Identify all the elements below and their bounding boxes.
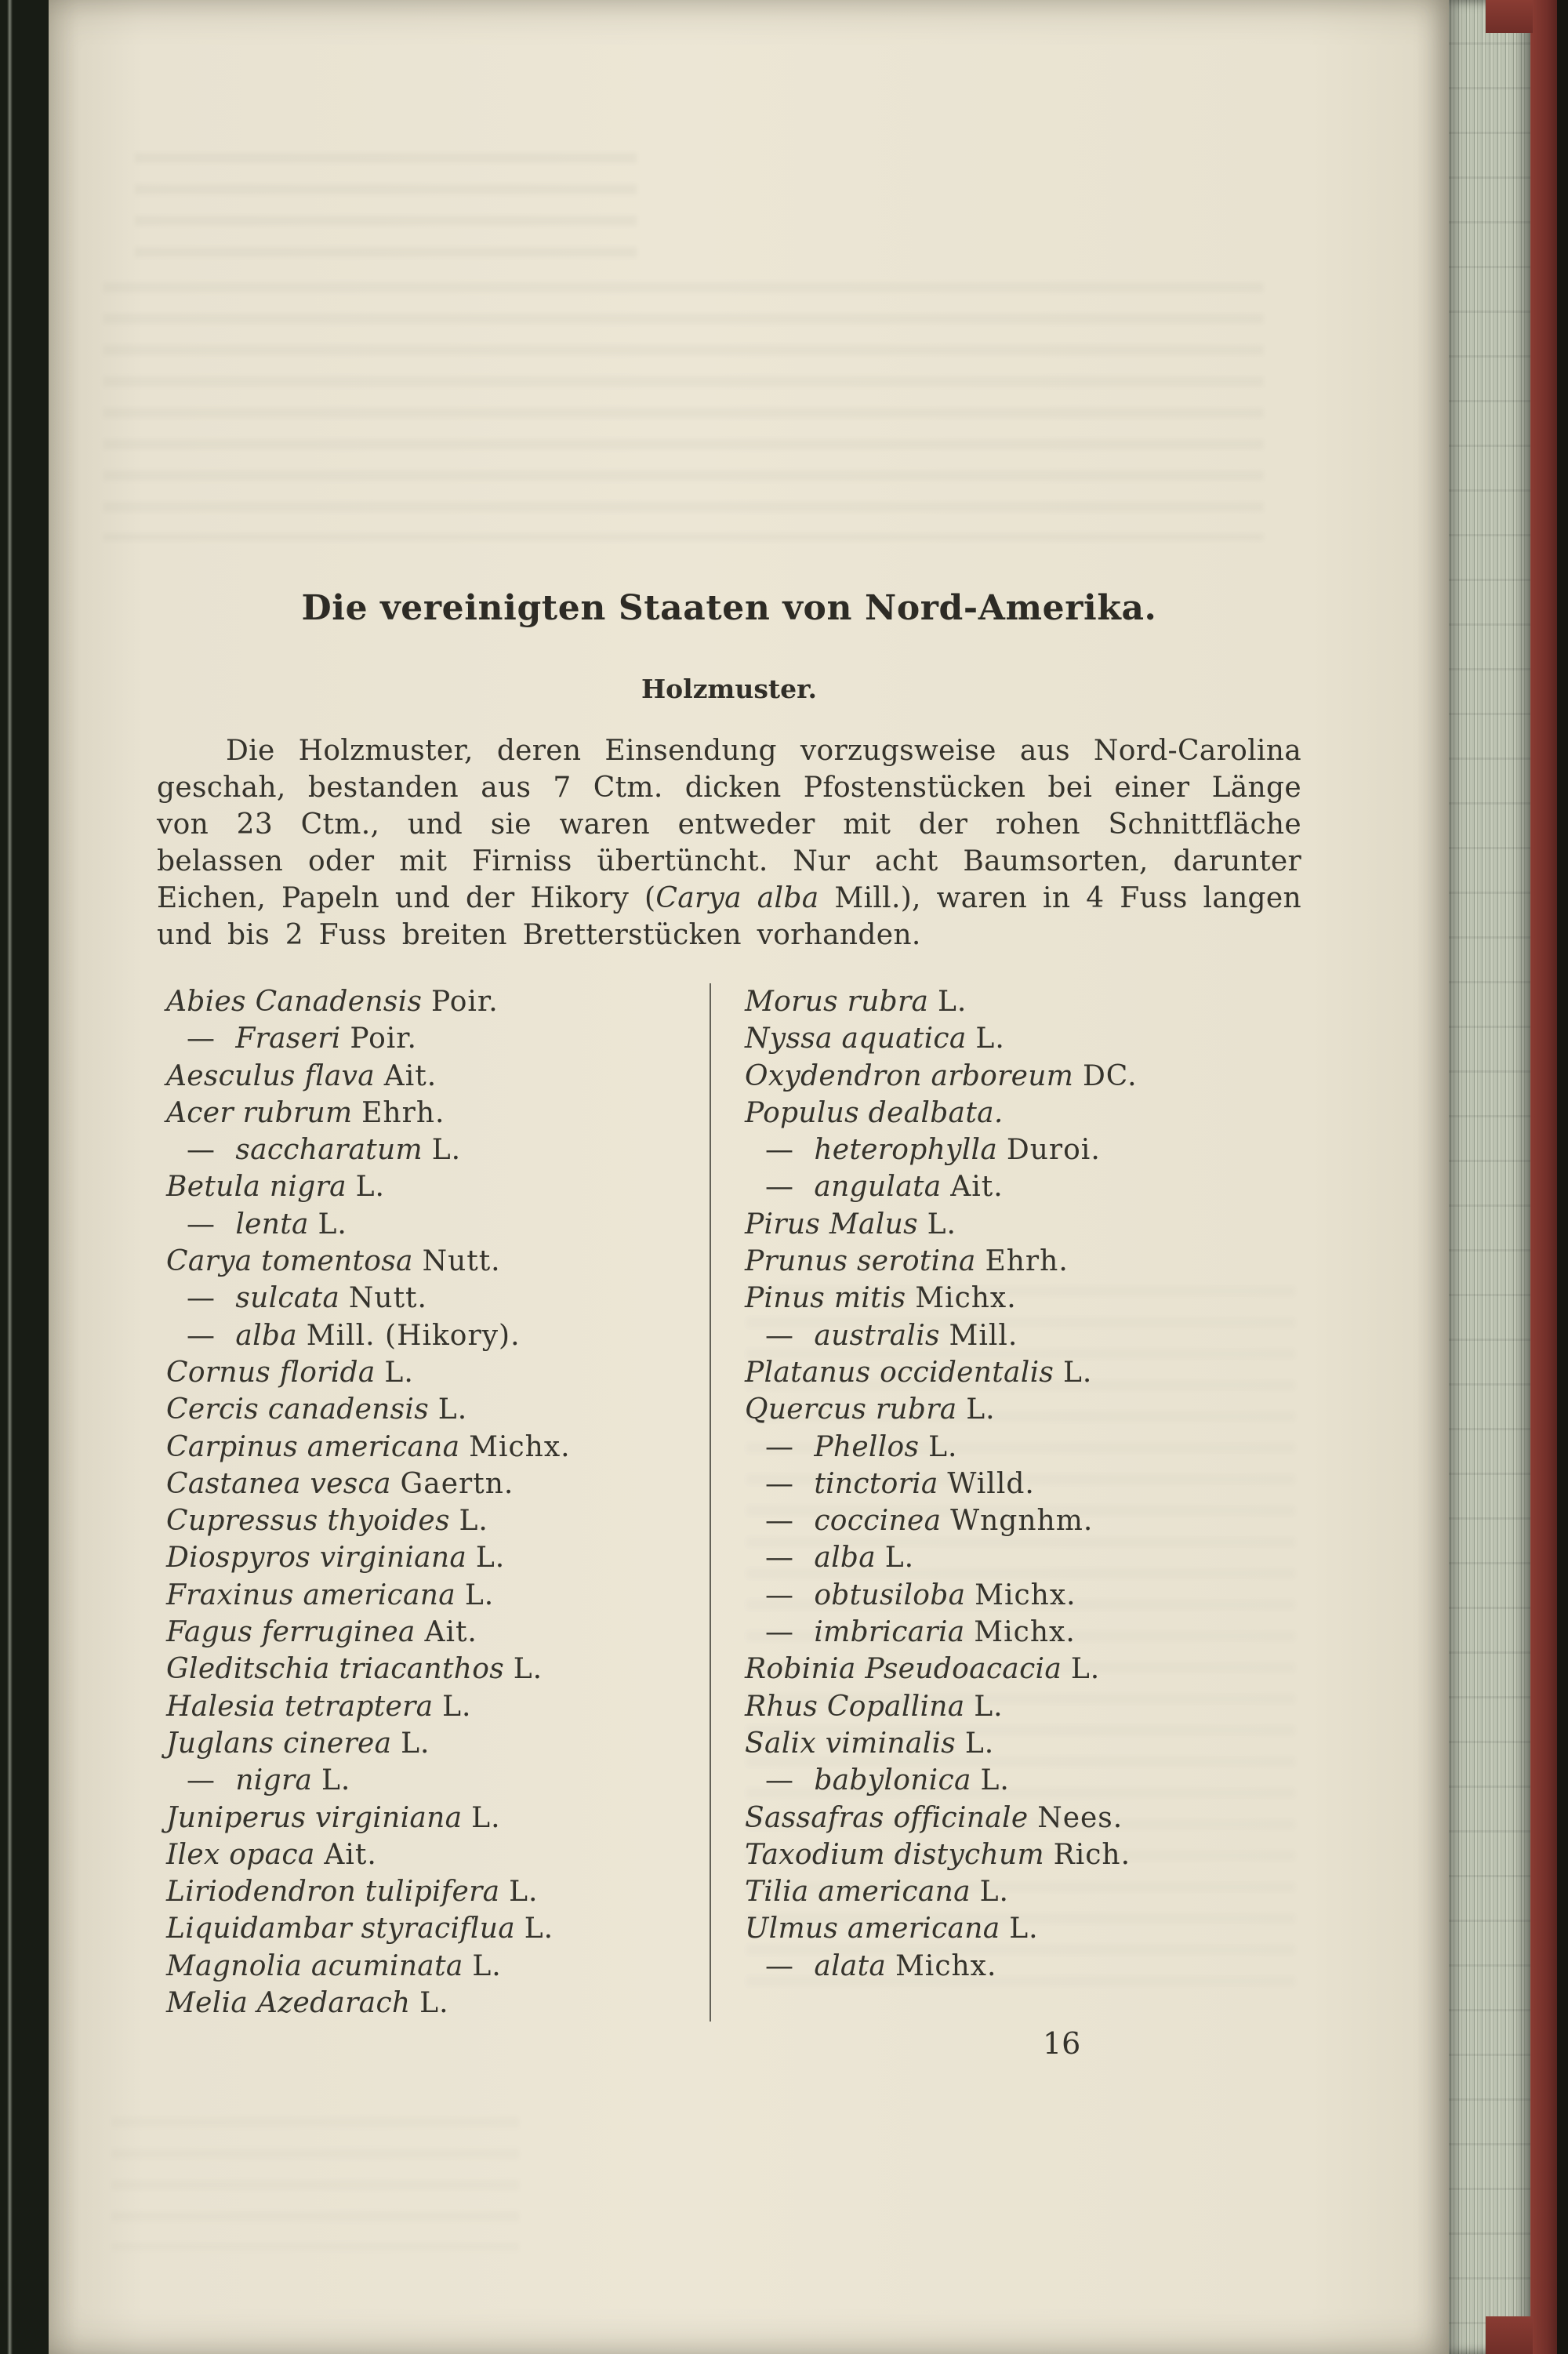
species-item bbox=[745, 1800, 1301, 1836]
species-item bbox=[166, 1910, 710, 1947]
species-name: Castanea vesca bbox=[166, 1467, 391, 1500]
page-content bbox=[157, 0, 1301, 2061]
species-item bbox=[166, 1688, 710, 1725]
species-item bbox=[745, 1206, 1301, 1243]
repeat-genus-dash: — bbox=[187, 1023, 216, 1055]
species-name: Fraseri bbox=[235, 1023, 341, 1055]
species-item bbox=[166, 1651, 710, 1687]
species-author: L. bbox=[1070, 1653, 1101, 1686]
species-item bbox=[166, 1168, 710, 1205]
species-item bbox=[166, 1391, 710, 1428]
species-author: L. bbox=[964, 1727, 995, 1760]
species-item bbox=[745, 1502, 1301, 1539]
species-name: Abies Canadensis bbox=[166, 986, 423, 1018]
species-item bbox=[745, 1762, 1301, 1799]
section-heading: Holzmuster. bbox=[641, 674, 818, 704]
species-author: L. bbox=[884, 1542, 915, 1575]
species-author: Ait. bbox=[383, 1059, 437, 1092]
species-item bbox=[166, 1317, 710, 1354]
species-author: Ait. bbox=[950, 1171, 1004, 1204]
species-author: L. bbox=[355, 1171, 385, 1204]
species-item bbox=[166, 1132, 710, 1168]
species-item bbox=[745, 1539, 1301, 1576]
species-author: L. bbox=[431, 1134, 462, 1167]
repeat-genus-dash: — bbox=[765, 1764, 794, 1797]
species-item bbox=[745, 1688, 1301, 1725]
species-name: Taxodium distychum bbox=[745, 1838, 1044, 1871]
species-item bbox=[745, 1651, 1301, 1687]
species-author: Nees. bbox=[1037, 1801, 1123, 1834]
intro-paragraph bbox=[157, 732, 1301, 954]
species-author: L. bbox=[966, 1393, 996, 1426]
species-author: L. bbox=[524, 1913, 554, 1945]
species-author: Mill. (Hikory). bbox=[306, 1319, 521, 1352]
species-name: Sassafras officinale bbox=[745, 1801, 1029, 1834]
species-name: Platanus occidentalis bbox=[745, 1356, 1054, 1389]
species-item bbox=[166, 1800, 710, 1836]
species-author: L. bbox=[979, 1876, 1009, 1909]
book-cover-corner-bottom bbox=[1486, 2316, 1533, 2354]
species-item bbox=[745, 1614, 1301, 1651]
species-name: coccinea bbox=[814, 1505, 942, 1538]
species-author: L. bbox=[318, 1208, 347, 1241]
species-author: L. bbox=[475, 1542, 506, 1575]
species-name: Carya tomentosa bbox=[166, 1245, 413, 1278]
species-item bbox=[166, 1873, 710, 1910]
species-name: Juglans cinerea bbox=[166, 1727, 392, 1760]
species-item bbox=[166, 1020, 710, 1057]
species-name: Phellos bbox=[814, 1430, 920, 1463]
intro-paragraph-text-after: Mill.), waren in 4 Fuss langen und bis 2 Fuss breiten Bretterstücken vorhanden. bbox=[157, 882, 1301, 951]
book-cover-edge bbox=[1530, 0, 1557, 2354]
page-title: Die vereinigten Staaten von Nord-Amerika. bbox=[301, 588, 1157, 628]
species-name: tinctoria bbox=[814, 1467, 938, 1500]
intro-paragraph-text: Die Holzmuster, deren Einsendung vorzugsweise aus Nord-Carolina geschah, bestanden aus 7 Ctm. dicken Pfostenstücken bei einer Länge von 23 Ctm., und sie waren entweder mit der rohen Schnittfläche belassen oder mit Firniss übertüncht. Nur acht Baumsorten, darunter Eichen, Papeln und der Hikory ( bbox=[157, 735, 1301, 914]
species-author: Nutt. bbox=[422, 1245, 501, 1278]
repeat-genus-dash: — bbox=[765, 1542, 794, 1575]
species-author: L. bbox=[938, 986, 967, 1018]
species-name: Cercis canadensis bbox=[166, 1393, 430, 1426]
species-name: Prunus serotina bbox=[745, 1245, 976, 1278]
species-name: obtusiloba bbox=[814, 1578, 966, 1611]
species-item bbox=[166, 983, 710, 1020]
species-item bbox=[166, 1466, 710, 1502]
species-name: Ulmus americana bbox=[745, 1913, 1000, 1945]
species-item bbox=[745, 1243, 1301, 1280]
book-fore-edge-pages bbox=[1449, 0, 1530, 2354]
species-item bbox=[745, 1058, 1301, 1095]
species-column-left bbox=[157, 983, 710, 2022]
book-page bbox=[49, 0, 1449, 2354]
species-name: Tilia americana bbox=[745, 1876, 971, 1909]
species-name: imbricaria bbox=[814, 1616, 965, 1649]
species-name: alata bbox=[814, 1949, 887, 1982]
repeat-genus-dash: — bbox=[187, 1764, 216, 1797]
species-item bbox=[745, 1873, 1301, 1910]
species-author: DC. bbox=[1082, 1059, 1138, 1092]
species-author: Poir. bbox=[350, 1023, 417, 1055]
species-item bbox=[166, 1577, 710, 1614]
species-author: L. bbox=[384, 1356, 414, 1389]
repeat-genus-dash: — bbox=[765, 1616, 794, 1649]
species-item bbox=[745, 983, 1301, 1020]
species-columns bbox=[157, 983, 1301, 2022]
species-item bbox=[166, 1058, 710, 1095]
species-name: nigra bbox=[235, 1764, 313, 1797]
species-item bbox=[745, 1577, 1301, 1614]
repeat-genus-dash: — bbox=[187, 1134, 216, 1167]
species-author: L. bbox=[975, 1023, 1005, 1055]
species-author: L. bbox=[437, 1393, 468, 1426]
book-cover-corner-top bbox=[1486, 0, 1533, 33]
species-author: L. bbox=[464, 1578, 495, 1611]
species-item bbox=[166, 1206, 710, 1243]
repeat-genus-dash: — bbox=[187, 1319, 216, 1352]
species-author: L. bbox=[459, 1505, 488, 1538]
species-name: Aesculus flava bbox=[166, 1059, 376, 1092]
repeat-genus-dash: — bbox=[765, 1430, 794, 1463]
species-item bbox=[745, 1354, 1301, 1391]
species-author: Rich. bbox=[1053, 1838, 1131, 1871]
species-item bbox=[166, 1725, 710, 1762]
species-name: Acer rubrum bbox=[166, 1096, 353, 1129]
species-author: L. bbox=[419, 1987, 449, 2020]
species-name: Fagus ferruginea bbox=[166, 1616, 416, 1649]
species-name: Populus dealbata. bbox=[745, 1096, 1004, 1129]
species-author: Duroi. bbox=[1006, 1134, 1101, 1167]
species-item bbox=[166, 1948, 710, 1985]
species-author: Ehrh. bbox=[361, 1096, 445, 1129]
species-name: alba bbox=[814, 1542, 876, 1575]
species-author: L. bbox=[321, 1764, 351, 1797]
species-author: Ait. bbox=[424, 1616, 477, 1649]
scan-right-border bbox=[1557, 0, 1568, 2354]
species-author: L. bbox=[927, 1208, 956, 1241]
species-item bbox=[745, 1317, 1301, 1354]
species-author: Poir. bbox=[430, 986, 499, 1018]
species-name: Liriodendron tulipifera bbox=[166, 1876, 500, 1909]
species-name: lenta bbox=[235, 1208, 309, 1241]
species-name: babylonica bbox=[814, 1764, 971, 1797]
species-author: Mill. bbox=[949, 1319, 1018, 1352]
species-item bbox=[745, 1725, 1301, 1762]
species-author: Willd. bbox=[947, 1467, 1035, 1500]
species-item bbox=[745, 1168, 1301, 1205]
species-column-right bbox=[711, 983, 1301, 2022]
species-item bbox=[745, 1280, 1301, 1317]
species-item bbox=[166, 1280, 710, 1317]
species-author: L. bbox=[509, 1876, 539, 1909]
species-item bbox=[745, 1020, 1301, 1057]
species-item bbox=[166, 1985, 710, 2022]
species-author: L. bbox=[974, 1690, 1004, 1723]
species-item bbox=[166, 1243, 710, 1280]
species-author: Wngnhm. bbox=[950, 1505, 1094, 1538]
species-author: Michx. bbox=[469, 1430, 571, 1463]
species-item bbox=[745, 1429, 1301, 1466]
species-name: Pirus Malus bbox=[745, 1208, 918, 1241]
intro-paragraph-latin-name: Carya alba bbox=[655, 882, 819, 914]
species-author: L. bbox=[513, 1653, 543, 1686]
species-author: L. bbox=[472, 1949, 502, 1982]
species-item bbox=[166, 1502, 710, 1539]
species-author: Ehrh. bbox=[985, 1245, 1069, 1278]
species-item bbox=[745, 1948, 1301, 1985]
species-item bbox=[166, 1095, 710, 1132]
species-author: Michx. bbox=[975, 1578, 1076, 1611]
repeat-genus-dash: — bbox=[187, 1208, 216, 1241]
species-name: Juniperus virginiana bbox=[166, 1801, 463, 1834]
species-name: Carpinus americana bbox=[166, 1430, 460, 1463]
species-author: L. bbox=[1009, 1913, 1039, 1945]
species-item bbox=[166, 1836, 710, 1873]
species-name: Quercus rubra bbox=[745, 1393, 957, 1426]
species-author: L. bbox=[980, 1764, 1010, 1797]
species-item bbox=[166, 1614, 710, 1651]
species-name: alba bbox=[235, 1319, 297, 1352]
left-page-edge-sliver bbox=[7, 0, 13, 2354]
repeat-genus-dash: — bbox=[187, 1282, 216, 1315]
repeat-genus-dash: — bbox=[765, 1134, 794, 1167]
species-name: Robinia Pseudoacacia bbox=[745, 1653, 1062, 1686]
species-name: Liquidambar styraciflua bbox=[166, 1913, 515, 1945]
species-item bbox=[166, 1762, 710, 1799]
species-item bbox=[745, 1836, 1301, 1873]
species-name: Betula nigra bbox=[166, 1171, 347, 1204]
species-name: Morus rubra bbox=[745, 986, 929, 1018]
species-name: Magnolia acuminata bbox=[166, 1949, 463, 1982]
species-item bbox=[745, 1132, 1301, 1168]
show-through-texture bbox=[111, 2117, 519, 2250]
species-author: L. bbox=[401, 1727, 430, 1760]
species-author: Gaertn. bbox=[400, 1467, 514, 1500]
repeat-genus-dash: — bbox=[765, 1949, 794, 1982]
repeat-genus-dash: — bbox=[765, 1578, 794, 1611]
species-item bbox=[166, 1354, 710, 1391]
species-name: heterophylla bbox=[814, 1134, 998, 1167]
species-item bbox=[745, 1466, 1301, 1502]
species-name: Rhus Copallina bbox=[745, 1690, 965, 1723]
species-author: L. bbox=[442, 1690, 472, 1723]
species-item bbox=[745, 1095, 1301, 1132]
species-name: Nyssa aquatica bbox=[745, 1023, 967, 1055]
species-author: Michx. bbox=[974, 1616, 1076, 1649]
species-author: Ait. bbox=[324, 1838, 377, 1871]
species-name: Melia Azedarach bbox=[166, 1987, 411, 2020]
species-name: Halesia tetraptera bbox=[166, 1690, 434, 1723]
species-name: angulata bbox=[814, 1171, 942, 1204]
species-item bbox=[745, 1910, 1301, 1947]
species-name: Ilex opaca bbox=[166, 1838, 315, 1871]
species-name: Pinus mitis bbox=[745, 1282, 906, 1315]
page-number: 16 bbox=[1043, 2026, 1081, 2062]
fore-edge-texture bbox=[1449, 0, 1530, 2354]
species-author: Michx. bbox=[915, 1282, 1017, 1315]
species-item bbox=[166, 1539, 710, 1576]
species-author: L. bbox=[928, 1430, 958, 1463]
species-name: sulcata bbox=[235, 1282, 340, 1315]
repeat-genus-dash: — bbox=[765, 1467, 794, 1500]
repeat-genus-dash: — bbox=[765, 1319, 794, 1352]
species-name: Diospyros virginiana bbox=[166, 1542, 467, 1575]
species-name: Fraxinus americana bbox=[166, 1578, 456, 1611]
repeat-genus-dash: — bbox=[765, 1505, 794, 1538]
species-name: Gleditschia triacanthos bbox=[166, 1653, 505, 1686]
species-name: Cupressus thyoides bbox=[166, 1505, 450, 1538]
species-name: Cornus florida bbox=[166, 1356, 376, 1389]
species-item bbox=[745, 1391, 1301, 1428]
species-author: L. bbox=[471, 1801, 501, 1834]
species-name: saccharatum bbox=[235, 1134, 423, 1167]
species-author: Nutt. bbox=[348, 1282, 427, 1315]
species-item bbox=[166, 1429, 710, 1466]
repeat-genus-dash: — bbox=[765, 1171, 794, 1204]
species-author: Michx. bbox=[895, 1949, 997, 1982]
species-author: L. bbox=[1062, 1356, 1093, 1389]
species-name: australis bbox=[814, 1319, 940, 1352]
species-name: Oxydendron arboreum bbox=[745, 1059, 1074, 1092]
species-name: Salix viminalis bbox=[745, 1727, 956, 1760]
